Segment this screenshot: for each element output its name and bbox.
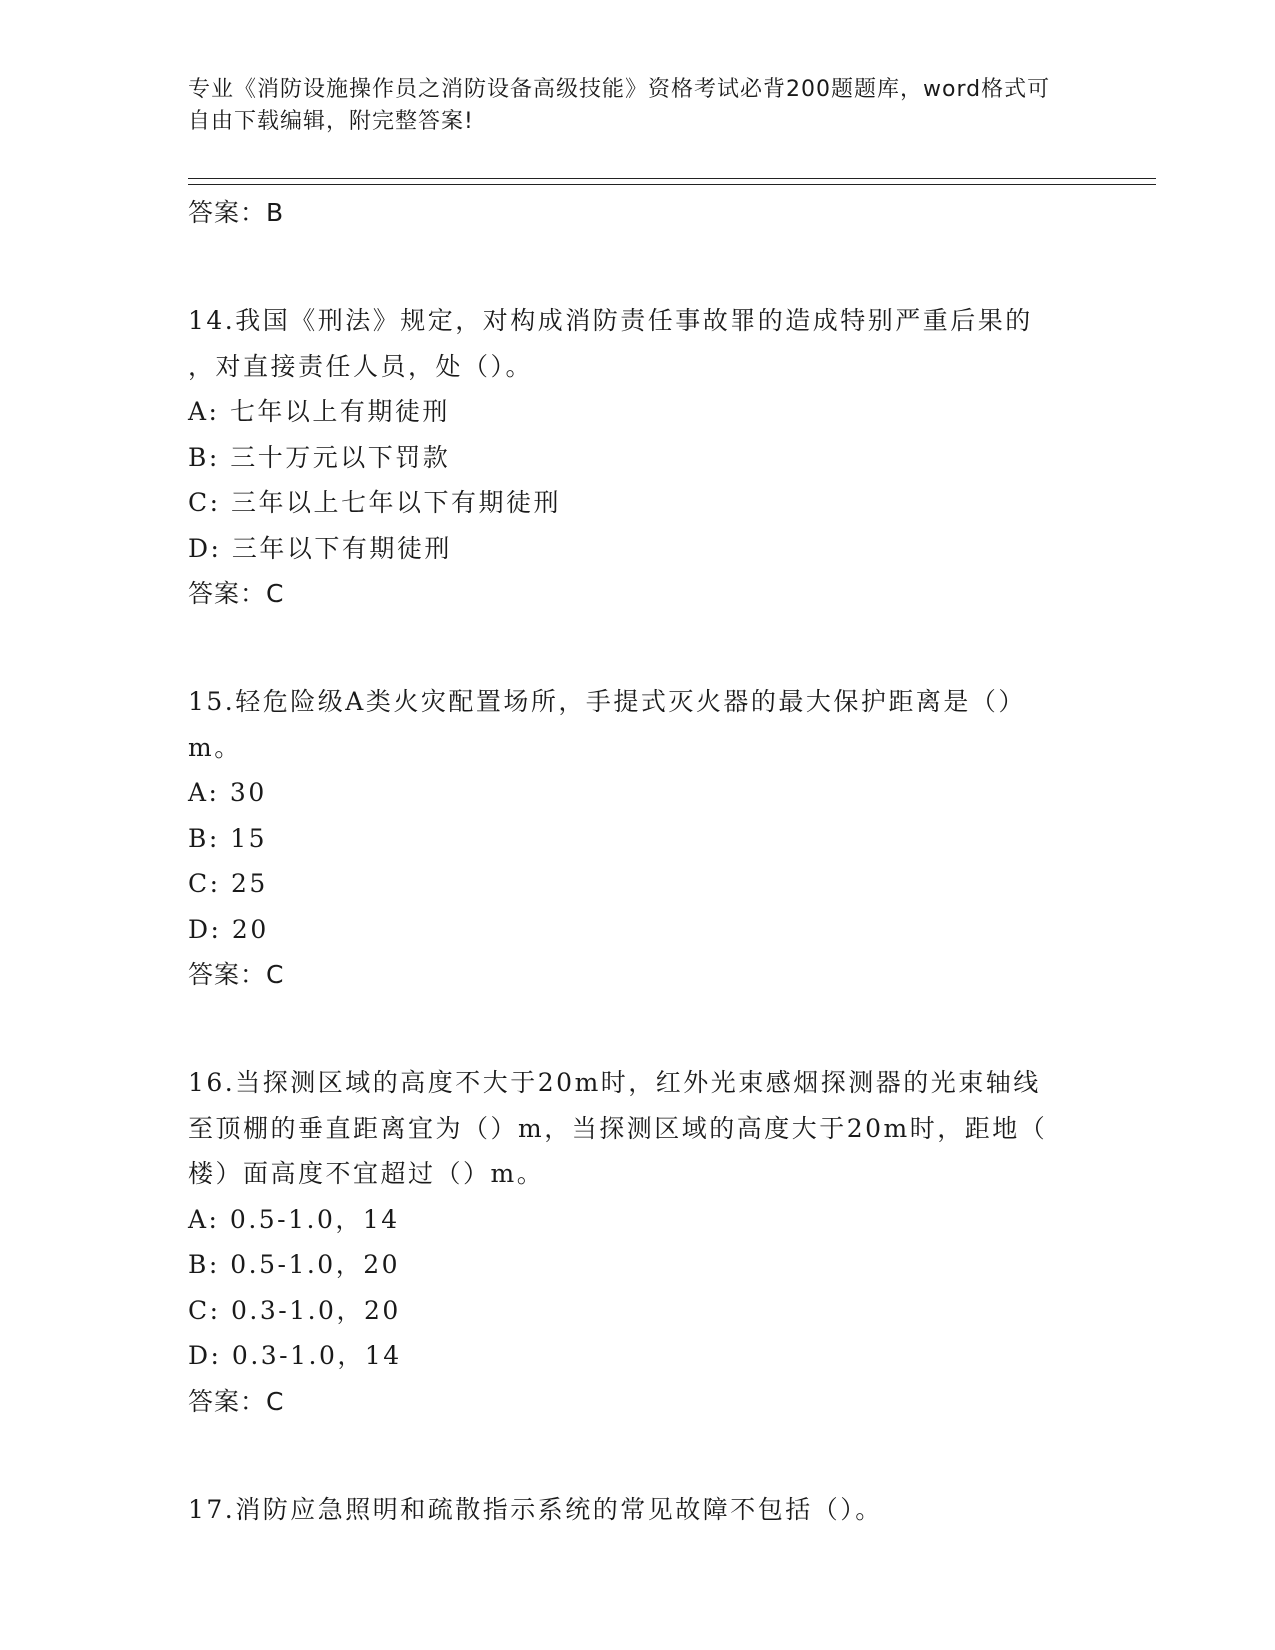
question-14 bbox=[188, 298, 1088, 617]
option-a: A: 30 bbox=[188, 778, 267, 807]
option-b: B: 0.5-1.0，20 bbox=[188, 1250, 401, 1279]
spacer bbox=[188, 236, 1088, 298]
question-stem-line: ，对直接责任人员，处（）。 bbox=[188, 351, 534, 381]
spacer bbox=[188, 1425, 1088, 1487]
question-16 bbox=[188, 1060, 1088, 1425]
previous-answer: 答案：B bbox=[188, 198, 285, 227]
question-17 bbox=[188, 1487, 1088, 1533]
spacer bbox=[188, 998, 1088, 1060]
question-stem-line: 14.我国《刑法》规定，对构成消防责任事故罪的造成特别严重后果的 bbox=[188, 306, 1033, 335]
question-15 bbox=[188, 679, 1088, 998]
answer: 答案：C bbox=[188, 1386, 285, 1416]
answer: 答案：C bbox=[188, 579, 285, 608]
option-d: D: 0.3-1.0，14 bbox=[188, 1341, 402, 1370]
spacer bbox=[188, 617, 1088, 679]
answer: 答案：C bbox=[188, 960, 285, 989]
question-stem-line: 15.轻危险级A类火灾配置场所，手提式灭火器的最大保护距离是（） bbox=[188, 687, 1026, 716]
option-b: B: 15 bbox=[188, 823, 268, 853]
option-a: A: 0.5-1.0，14 bbox=[188, 1204, 400, 1234]
question-stem-line: 至顶棚的垂直距离宜为（）m，当探测区域的高度大于20m时，距地（ bbox=[188, 1113, 1048, 1143]
question-stem-line: 楼）面高度不宜超过（）m。 bbox=[188, 1159, 545, 1188]
option-a: A: 七年以上有期徒刑 bbox=[188, 397, 450, 426]
document-header: 专业《消防设施操作员之消防设备高级技能》资格考试必背200题题库，word格式可自由下载编辑，附完整答案! bbox=[188, 77, 1051, 134]
question-list bbox=[188, 190, 1088, 1532]
question-stem-line: 17.消防应急照明和疏散指示系统的常见故障不包括（）。 bbox=[188, 1494, 883, 1524]
option-d: D: 20 bbox=[188, 914, 269, 944]
header-rule-bottom bbox=[188, 184, 1156, 185]
option-d: D: 三年以下有期徒刑 bbox=[188, 533, 452, 563]
question-stem-line: 16.当探测区域的高度不大于20m时，红外光束感烟探测器的光束轴线 bbox=[188, 1068, 1041, 1097]
option-c: C: 0.3-1.0，20 bbox=[188, 1295, 401, 1325]
option-c: C: 三年以上七年以下有期徒刑 bbox=[188, 488, 561, 517]
option-c: C: 25 bbox=[188, 869, 268, 898]
header-rule-top bbox=[188, 178, 1156, 179]
question-stem-line: m。 bbox=[188, 732, 242, 762]
option-b: B: 三十万元以下罚款 bbox=[188, 442, 451, 472]
